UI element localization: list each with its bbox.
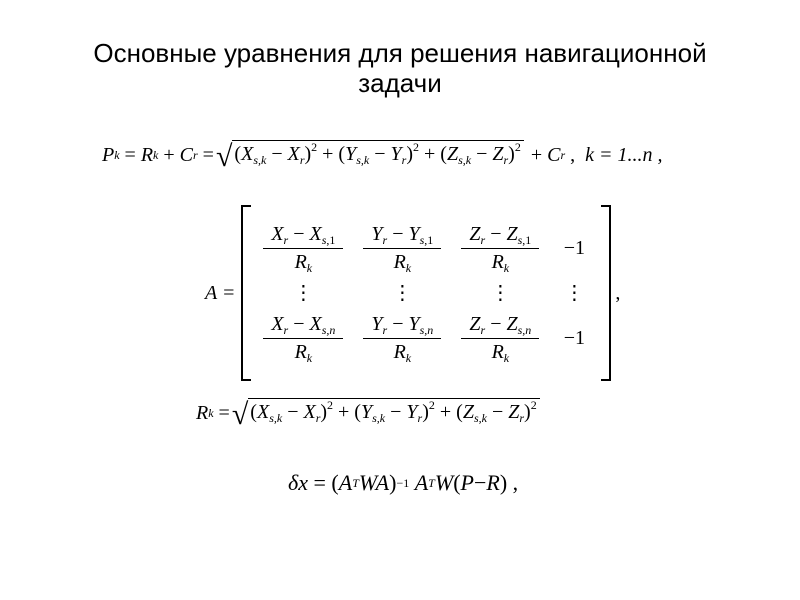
matrix-vdots: ⋮ — [392, 282, 413, 304]
matrix-cell: $\frac{X_r - X_{s,n}}{R_k}$ — [267, 313, 339, 364]
eq1-range: k = 1...n , — [585, 143, 663, 166]
sqrt-range: √ $(X_{s,k} - X_r)^2 + (Y_{s,k} - Y_r)^2 + (Z_{s,k} - Z_r)^2$ — [232, 398, 540, 428]
equation-pseudorange: P k = R k + C r = √ $(X_{s,k} - X_r)^2 + (Y_{s,k} - Y_r)^2 + (Z_{s,k} - Z_r)^2$ + C r , k = 1...n , — [102, 140, 663, 173]
matrix-right-bracket — [601, 205, 611, 381]
matrix-cell: $\frac{Y_r - Y_{s,n}}{R_k}$ — [367, 313, 437, 364]
matrix-vdots: ⋮ — [490, 282, 511, 304]
equation-range: R k = √ $(X_{s,k} - X_r)^2 + (Y_{s,k} - Y_r)^2 + (Z_{s,k} - Z_r)^2$ — [196, 398, 542, 428]
matrix-cell: $\frac{Z_r - Z_{s,1}}{R_k}$ — [465, 223, 535, 274]
matrix-cell: $\frac{Z_r - Z_{s,n}}{R_k}$ — [465, 313, 535, 364]
eq2-lhs: A = — [205, 281, 236, 304]
matrix-body — [251, 216, 601, 370]
title-line-2: задачи — [358, 68, 442, 98]
slide-title — [0, 38, 800, 98]
equation-matrix-A: A = $\frac{X_r - X_{s,1}}{R_k}$ $\frac{Y_r - Y_{s,1}}{R_k}$ $\frac{Z_r - Z_{s,1}}{R_k}$ −1 ⋮ ⋮ ⋮ ⋮ $\frac{X_r - X_{s,n}}{R_k}$ $\frac{Y_r - Y_{s,n}}{R_k}$ $\frac{Z_r - Z_{s,n}}{R_k}$ −1 , — [205, 205, 620, 381]
sqrt-pseudorange: √ $(X_{s,k} - X_r)^2 + (Y_{s,k} - Y_r)^2 + (Z_{s,k} - Z_r)^2$ — [216, 140, 524, 170]
matrix-cell: −1 — [563, 326, 585, 349]
title-line-1: Основные уравнения для решения навигационной — [93, 38, 707, 68]
eq1-lhs: P — [102, 143, 115, 166]
matrix-left-bracket — [241, 205, 251, 381]
matrix-vdots: ⋮ — [564, 282, 585, 304]
matrix-cell: $\frac{Y_r - Y_{s,1}}{R_k}$ — [367, 223, 437, 274]
matrix-cell: $\frac{X_r - X_{s,1}}{R_k}$ — [267, 223, 339, 274]
matrix-vdots: ⋮ — [293, 282, 314, 304]
matrix-cell: −1 — [563, 236, 585, 259]
equation-correction: δx = ( A T WA ) −1 A T W ( P − R ) , — [288, 470, 519, 495]
